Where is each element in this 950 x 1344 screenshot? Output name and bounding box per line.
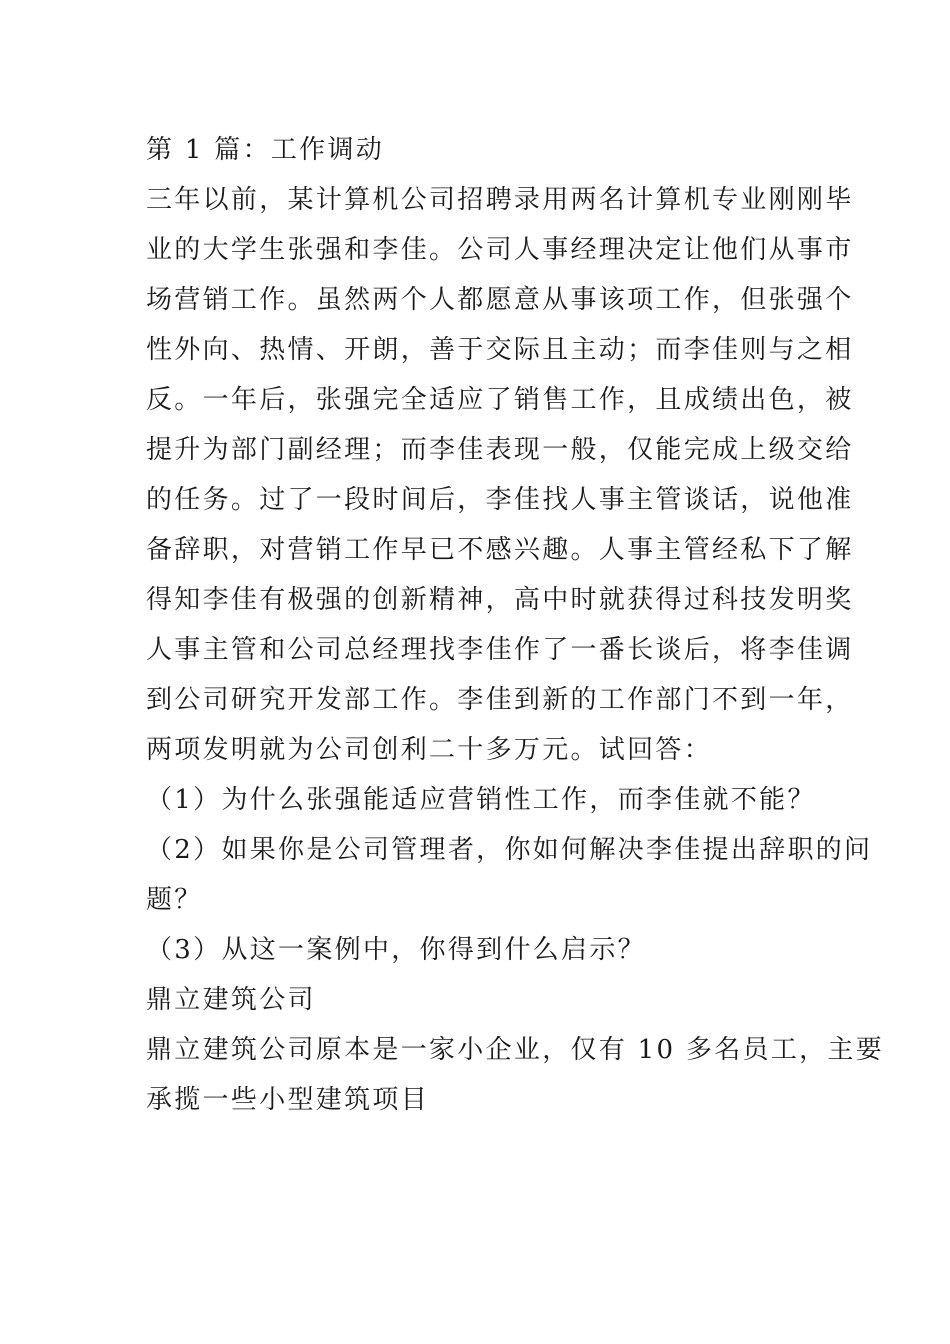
paragraph-line: 鼎立建筑公司原本是一家小企业，仅有 10 多名员工，主要: [146, 1035, 885, 1065]
paragraph-line: 备辞职，对营销工作早已不感兴趣。人事主管经私下了解: [146, 535, 854, 565]
paragraph-line: 的任务。过了一段时间后，李佳找人事主管谈话，说他准: [146, 485, 854, 515]
paragraph-line: 承揽一些小型建筑项目: [146, 1085, 430, 1115]
question-3: （3）从这一案例中，你得到什么启示？: [146, 935, 646, 965]
paragraph-line: 到公司研究开发部工作。李佳到新的工作部门不到一年，: [146, 685, 854, 715]
paragraph-line: 业的大学生张强和李佳。公司人事经理决定让他们从事市: [146, 235, 854, 265]
paragraph-line: 得知李佳有极强的创新精神，高中时就获得过科技发明奖: [146, 585, 854, 615]
section-heading: 第 1 篇：工作调动: [146, 135, 385, 165]
paragraph-line: 人事主管和公司总经理找李佳作了一番长谈后，将李佳调: [146, 635, 854, 665]
paragraph-line: 提升为部门副经理；而李佳表现一般，仅能完成上级交给: [146, 435, 854, 465]
paragraph-line: 反。一年后，张强完全适应了销售工作，且成绩出色，被: [146, 385, 854, 415]
question-2-continued: 题？: [146, 885, 203, 915]
case-title: 鼎立建筑公司: [146, 985, 316, 1015]
paragraph-line: 两项发明就为公司创利二十多万元。试回答：: [146, 735, 713, 765]
question-2: （2）如果你是公司管理者，你如何解决李佳提出辞职的问: [146, 835, 873, 865]
paragraph-line: 性外向、热情、开朗，善于交际且主动；而李佳则与之相: [146, 335, 854, 365]
paragraph-line: 三年以前，某计算机公司招聘录用两名计算机专业刚刚毕: [146, 185, 854, 215]
question-1: （1）为什么张强能适应营销性工作，而李佳就不能？: [146, 785, 816, 815]
document-body: [146, 125, 885, 1125]
paragraph-line: 场营销工作。虽然两个人都愿意从事该项工作，但张强个: [146, 285, 854, 315]
